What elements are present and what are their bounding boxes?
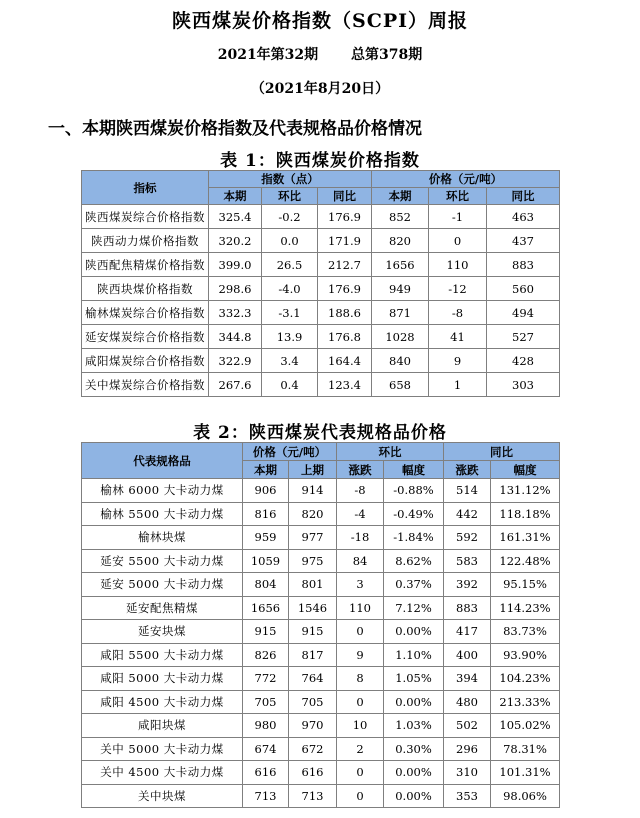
- cell-idx_yoy: 176.9: [318, 205, 372, 229]
- cell-prev: 801: [289, 573, 337, 597]
- cell-idx: 325.4: [209, 205, 262, 229]
- header-index-wow: 环比: [262, 188, 318, 205]
- cell-name: 咸阳 4500 大卡动力煤: [82, 690, 243, 714]
- cell-yoy_chg: 442: [444, 502, 491, 526]
- cell-yoy_pct: 98.06%: [491, 784, 560, 808]
- table-row: [82, 277, 560, 301]
- cell-price_yoy: 560: [487, 277, 560, 301]
- cell-idx_wow: 3.4: [262, 349, 318, 373]
- table2-caption: 表 2：陕西煤炭代表规格品价格: [193, 423, 447, 443]
- cell-name: 关中 5000 大卡动力煤: [82, 737, 243, 761]
- table-row: [82, 349, 560, 373]
- table-row: [82, 784, 560, 808]
- cell-prev: 672: [289, 737, 337, 761]
- cell-wow_chg: -4: [337, 502, 384, 526]
- table-row: [82, 737, 560, 761]
- cell-yoy_pct: 78.31%: [491, 737, 560, 761]
- table-row: [82, 502, 560, 526]
- cell-wow_pct: 1.05%: [384, 667, 444, 691]
- cell-wow_pct: 0.00%: [384, 761, 444, 785]
- cell-price_wow: 9: [429, 349, 487, 373]
- cell-name: 榆林块煤: [82, 526, 243, 550]
- cell-price: 871: [372, 301, 429, 325]
- cell-idx: 332.3: [209, 301, 262, 325]
- header-wow-change: 涨跌: [337, 461, 384, 479]
- cell-wow_pct: 0.00%: [384, 690, 444, 714]
- cell-cur: 1656: [243, 596, 289, 620]
- cell-yoy_pct: 161.31%: [491, 526, 560, 550]
- cell-name: 延安煤炭综合价格指数: [82, 325, 209, 349]
- product-price-table: [81, 442, 560, 808]
- cell-wow_pct: -0.49%: [384, 502, 444, 526]
- cell-price_yoy: 463: [487, 205, 560, 229]
- cell-wow_chg: 2: [337, 737, 384, 761]
- cell-prev: 915: [289, 620, 337, 644]
- report-date: （2021年8月20日）: [250, 81, 390, 97]
- cell-wow_chg: 0: [337, 761, 384, 785]
- cell-wow_pct: 8.62%: [384, 549, 444, 573]
- cell-cur: 674: [243, 737, 289, 761]
- table-row: [82, 596, 560, 620]
- cell-idx_yoy: 164.4: [318, 349, 372, 373]
- cell-wow_chg: 110: [337, 596, 384, 620]
- cell-price_wow: -8: [429, 301, 487, 325]
- cell-idx_yoy: 176.9: [318, 277, 372, 301]
- cell-price: 840: [372, 349, 429, 373]
- table-row: [82, 479, 560, 503]
- header-index-yoy: 同比: [318, 188, 372, 205]
- cell-yoy_chg: 502: [444, 714, 491, 738]
- cell-name: 咸阳块煤: [82, 714, 243, 738]
- table1-caption: 表 1：陕西煤炭价格指数: [220, 151, 420, 171]
- section-heading: 一、本期陕西煤炭价格指数及代表规格品价格情况: [48, 119, 422, 139]
- cell-yoy_chg: 400: [444, 643, 491, 667]
- cell-cur: 980: [243, 714, 289, 738]
- table-row: [82, 714, 560, 738]
- cell-yoy_chg: 310: [444, 761, 491, 785]
- cell-prev: 977: [289, 526, 337, 550]
- cell-wow_pct: -0.88%: [384, 479, 444, 503]
- cell-name: 关中 4500 大卡动力煤: [82, 761, 243, 785]
- cell-idx_wow: 0.0: [262, 229, 318, 253]
- table-row: [82, 373, 560, 397]
- cell-idx: 322.9: [209, 349, 262, 373]
- table-row: [82, 761, 560, 785]
- cell-name: 榆林 6000 大卡动力煤: [82, 479, 243, 503]
- cell-idx_yoy: 123.4: [318, 373, 372, 397]
- cell-cur: 713: [243, 784, 289, 808]
- cell-yoy_pct: 118.18%: [491, 502, 560, 526]
- cell-yoy_chg: 480: [444, 690, 491, 714]
- cell-yoy_chg: 353: [444, 784, 491, 808]
- table-row: [82, 526, 560, 550]
- cell-yoy_chg: 394: [444, 667, 491, 691]
- cell-cur: 1059: [243, 549, 289, 573]
- cell-prev: 1546: [289, 596, 337, 620]
- cell-prev: 713: [289, 784, 337, 808]
- table-row: [82, 229, 560, 253]
- cell-cur: 826: [243, 643, 289, 667]
- cell-idx_yoy: 188.6: [318, 301, 372, 325]
- cell-price: 1028: [372, 325, 429, 349]
- cell-prev: 970: [289, 714, 337, 738]
- cell-cur: 616: [243, 761, 289, 785]
- cell-wow_chg: 84: [337, 549, 384, 573]
- cell-name: 延安 5000 大卡动力煤: [82, 573, 243, 597]
- cell-yoy_pct: 122.48%: [491, 549, 560, 573]
- cell-yoy_pct: 105.02%: [491, 714, 560, 738]
- cell-wow_pct: 0.30%: [384, 737, 444, 761]
- cell-price: 1656: [372, 253, 429, 277]
- cell-yoy_chg: 592: [444, 526, 491, 550]
- cell-name: 关中煤炭综合价格指数: [82, 373, 209, 397]
- cell-idx: 344.8: [209, 325, 262, 349]
- table-row: [82, 643, 560, 667]
- cell-name: 陕西煤炭综合价格指数: [82, 205, 209, 229]
- cell-prev: 705: [289, 690, 337, 714]
- cell-wow_pct: -1.84%: [384, 526, 444, 550]
- table-row: [82, 667, 560, 691]
- header-price-yoy: 同比: [487, 188, 560, 205]
- cell-wow_chg: 3: [337, 573, 384, 597]
- cell-name: 陕西配焦精煤价格指数: [82, 253, 209, 277]
- header-price-wow: 环比: [429, 188, 487, 205]
- cell-price_wow: 1: [429, 373, 487, 397]
- header-yoy-pct: 幅度: [491, 461, 560, 479]
- cell-name: 咸阳 5000 大卡动力煤: [82, 667, 243, 691]
- cell-wow_chg: 9: [337, 643, 384, 667]
- header-yoy-change: 涨跌: [444, 461, 491, 479]
- cell-name: 延安 5500 大卡动力煤: [82, 549, 243, 573]
- cell-name: 延安块煤: [82, 620, 243, 644]
- cell-yoy_pct: 131.12%: [491, 479, 560, 503]
- cell-idx_yoy: 212.7: [318, 253, 372, 277]
- cell-wow_chg: 0: [337, 620, 384, 644]
- header-indicator: 指标: [82, 171, 209, 205]
- cell-idx_yoy: 176.8: [318, 325, 372, 349]
- cell-prev: 975: [289, 549, 337, 573]
- cell-name: 陕西动力煤价格指数: [82, 229, 209, 253]
- cell-price: 949: [372, 277, 429, 301]
- cell-wow_chg: -8: [337, 479, 384, 503]
- cell-idx_wow: -0.2: [262, 205, 318, 229]
- header-price-group: 价格（元/吨）: [372, 171, 560, 188]
- header-price-group: 价格（元/吨）: [243, 443, 337, 461]
- cell-yoy_pct: 83.73%: [491, 620, 560, 644]
- cell-name: 榆林煤炭综合价格指数: [82, 301, 209, 325]
- table-row: [82, 573, 560, 597]
- cell-wow_pct: 0.37%: [384, 573, 444, 597]
- cell-idx_wow: 26.5: [262, 253, 318, 277]
- cell-wow_pct: 1.10%: [384, 643, 444, 667]
- cell-name: 咸阳 5500 大卡动力煤: [82, 643, 243, 667]
- price-index-table: [81, 170, 560, 397]
- table-row: [82, 620, 560, 644]
- cell-yoy_chg: 514: [444, 479, 491, 503]
- cell-yoy_pct: 93.90%: [491, 643, 560, 667]
- cell-price_wow: 0: [429, 229, 487, 253]
- cell-name: 延安配焦精煤: [82, 596, 243, 620]
- cell-cur: 816: [243, 502, 289, 526]
- header-current: 本期: [243, 461, 289, 479]
- cell-price_yoy: 437: [487, 229, 560, 253]
- cell-price_yoy: 494: [487, 301, 560, 325]
- header-previous: 上期: [289, 461, 337, 479]
- cell-idx_wow: -4.0: [262, 277, 318, 301]
- header-index-group: 指数（点）: [209, 171, 372, 188]
- cell-cur: 959: [243, 526, 289, 550]
- cell-prev: 817: [289, 643, 337, 667]
- cell-yoy_pct: 95.15%: [491, 573, 560, 597]
- header-index-current: 本期: [209, 188, 262, 205]
- cell-idx_yoy: 171.9: [318, 229, 372, 253]
- table-row: [82, 301, 560, 325]
- cell-price_yoy: 883: [487, 253, 560, 277]
- cell-price_yoy: 428: [487, 349, 560, 373]
- cell-wow_chg: 0: [337, 690, 384, 714]
- cell-yoy_chg: 392: [444, 573, 491, 597]
- issue-number: 2021年第32期: [217, 47, 319, 63]
- cell-wow_chg: -18: [337, 526, 384, 550]
- cell-wow_chg: 0: [337, 784, 384, 808]
- cell-yoy_pct: 213.33%: [491, 690, 560, 714]
- cell-wow_pct: 0.00%: [384, 784, 444, 808]
- header-wow-group: 环比: [337, 443, 444, 461]
- cell-price_wow: -1: [429, 205, 487, 229]
- cell-price_yoy: 303: [487, 373, 560, 397]
- cell-name: 关中块煤: [82, 784, 243, 808]
- cell-price_wow: -12: [429, 277, 487, 301]
- cell-yoy_pct: 104.23%: [491, 667, 560, 691]
- cell-price: 820: [372, 229, 429, 253]
- table-row: [82, 253, 560, 277]
- cell-prev: 616: [289, 761, 337, 785]
- table-row: [82, 325, 560, 349]
- cell-idx_wow: 13.9: [262, 325, 318, 349]
- cell-cur: 705: [243, 690, 289, 714]
- cell-cur: 772: [243, 667, 289, 691]
- cell-idx_wow: -3.1: [262, 301, 318, 325]
- table-row: [82, 205, 560, 229]
- cell-idx: 399.0: [209, 253, 262, 277]
- cell-name: 咸阳煤炭综合价格指数: [82, 349, 209, 373]
- cell-wow_pct: 7.12%: [384, 596, 444, 620]
- cell-wow_pct: 1.03%: [384, 714, 444, 738]
- cell-price_wow: 41: [429, 325, 487, 349]
- header-yoy-group: 同比: [444, 443, 560, 461]
- cell-price_yoy: 527: [487, 325, 560, 349]
- header-wow-pct: 幅度: [384, 461, 444, 479]
- cell-yoy_chg: 417: [444, 620, 491, 644]
- cell-prev: 820: [289, 502, 337, 526]
- cell-price: 658: [372, 373, 429, 397]
- issue-line: [0, 44, 640, 64]
- table-row: [82, 690, 560, 714]
- header-product: 代表规格品: [82, 443, 243, 479]
- total-issue-number: 总第378期: [351, 47, 423, 63]
- cell-idx_wow: 0.4: [262, 373, 318, 397]
- report-title: 陕西煤炭价格指数（SCPI）周报: [171, 10, 469, 32]
- cell-name: 陕西块煤价格指数: [82, 277, 209, 301]
- cell-price_wow: 110: [429, 253, 487, 277]
- cell-cur: 906: [243, 479, 289, 503]
- cell-price: 852: [372, 205, 429, 229]
- cell-cur: 915: [243, 620, 289, 644]
- cell-idx: 298.6: [209, 277, 262, 301]
- cell-yoy_chg: 883: [444, 596, 491, 620]
- cell-cur: 804: [243, 573, 289, 597]
- cell-wow_chg: 8: [337, 667, 384, 691]
- cell-prev: 914: [289, 479, 337, 503]
- header-price-current: 本期: [372, 188, 429, 205]
- cell-yoy_pct: 114.23%: [491, 596, 560, 620]
- cell-yoy_pct: 101.31%: [491, 761, 560, 785]
- cell-yoy_chg: 583: [444, 549, 491, 573]
- cell-idx: 320.2: [209, 229, 262, 253]
- cell-name: 榆林 5500 大卡动力煤: [82, 502, 243, 526]
- cell-prev: 764: [289, 667, 337, 691]
- cell-wow_chg: 10: [337, 714, 384, 738]
- cell-yoy_chg: 296: [444, 737, 491, 761]
- table-row: [82, 549, 560, 573]
- cell-idx: 267.6: [209, 373, 262, 397]
- cell-wow_pct: 0.00%: [384, 620, 444, 644]
